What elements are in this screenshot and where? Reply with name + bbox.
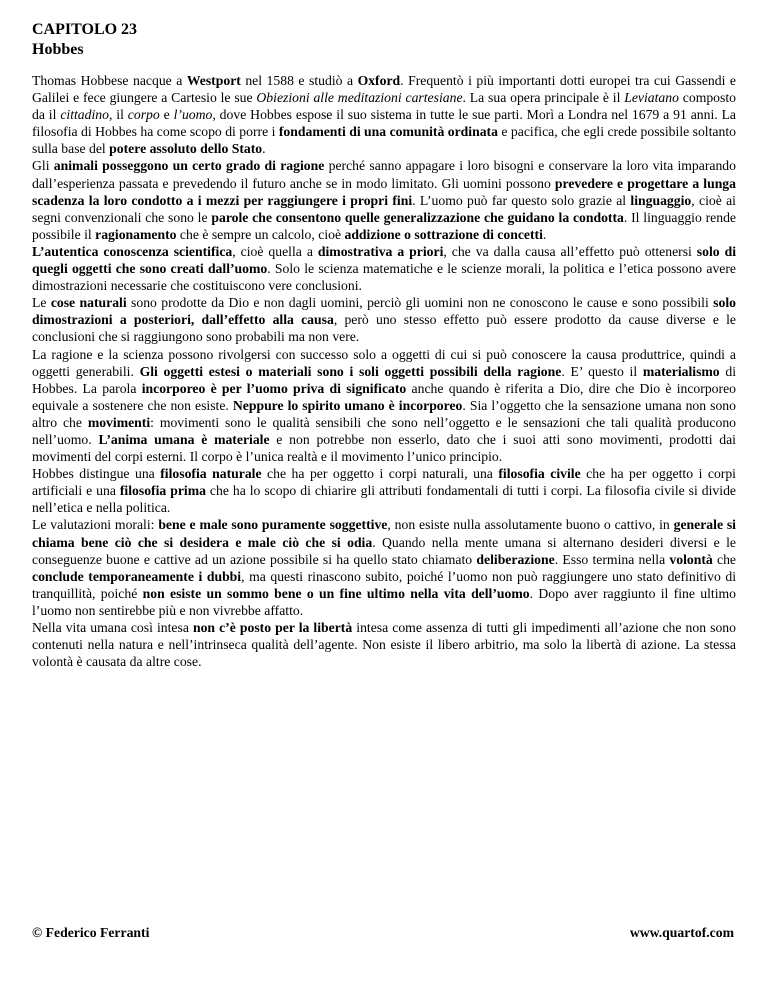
text-run: .	[542, 226, 547, 242]
bold-text: volontà	[669, 551, 713, 567]
paragraph	[32, 346, 736, 466]
text-run: composto da il	[32, 90, 737, 123]
text-run: che ha per oggetto i corpi artificiali e una	[32, 466, 736, 499]
italic-text: corpo	[127, 107, 160, 123]
italic-text: Leviatano	[624, 90, 679, 106]
paragraph	[32, 294, 736, 345]
text-run: sono prodotte da Dio e non dagli uomini, perciò gli uomini non ne conoscono le cause e sono possibili	[126, 295, 714, 311]
bold-text: incorporeo è per l’uomo priva di significato	[141, 380, 407, 396]
bold-text: cose naturali	[50, 295, 127, 311]
text-run: di Hobbes. La parola	[32, 363, 737, 396]
paragraph	[32, 619, 736, 670]
bold-text: materialismo	[642, 363, 720, 379]
bold-text: parole che consentono quelle generalizzazione che guidano la condotta	[211, 209, 624, 225]
text-run: La ragione e la scienza possono rivolgersi con successo solo a oggetti di cui si può conoscere la causa produttrice, quindi a oggetti generabili.	[32, 346, 736, 379]
paragraph	[32, 516, 736, 619]
text-run: .	[262, 141, 266, 157]
text-run: anche quando è riferita a Dio, dire che Dio è incorporeo equivale a sostenere che non esiste.	[32, 380, 737, 413]
text-run: . Sia l’oggetto che la sensazione umana non sono altro che	[32, 397, 736, 430]
text-run: , dove Hobbes espose il suo sistema in tutte le sue parti. Morì a Londra nel 1679 a 91 anni. La filosofia di Hobbes ha come scopo di porre i	[32, 107, 737, 140]
bold-text: animali posseggono un certo grado di ragione	[53, 158, 325, 174]
bold-text: solo dimostrazioni a posteriori, dall’effetto alla causa	[32, 295, 736, 328]
page-title: Hobbes	[32, 41, 84, 58]
bold-text: addizione o sottrazione di concetti	[344, 226, 543, 242]
text-run: intesa come assenza di tutti gli impedimenti all’azione che non sono contenuti nella natura e nell’intrinseca qualità dell’agente. Non esiste il libero arbitrio, ma solo la libertà di azione. La stessa volontà è causata da altre cose.	[32, 620, 736, 670]
bold-text: Oxford	[357, 73, 401, 88]
paragraph	[32, 465, 736, 516]
bold-text: non esiste un sommo bene o un fine ultimo nella vita dell’uomo	[142, 585, 530, 601]
text-run: , non esiste nulla assolutamente buono o cattivo, in	[387, 517, 674, 533]
text-run: e pacifica, che egli crede possibile soltanto sulla base del	[32, 124, 736, 157]
text-run: che è sempre un calcolo, cioè	[176, 226, 345, 242]
bold-text: L’anima umana è materiale	[98, 431, 270, 447]
bold-text: linguaggio	[630, 192, 692, 208]
text-run: . Frequentò i più importanti dotti europei tra cui Gassendi e Galilei e fece giungere a Cartesio le sue	[32, 73, 736, 106]
document-body	[32, 20, 736, 670]
bold-text: non c’è posto per la libertà	[192, 620, 353, 635]
text-run: e	[159, 107, 174, 123]
text-run: Le valutazioni morali:	[32, 517, 159, 533]
bold-text: Neppure lo spirito umano è incorporeo	[232, 397, 463, 413]
text-run: Gli	[32, 158, 54, 174]
bold-text: filosofia prima	[119, 483, 206, 499]
bold-text: prevedere e progettare a lunga scadenza la loro condotto a i mezzi per raggiungere i propri fini	[32, 175, 736, 208]
text-run: , che va dalla causa all’effetto può ottenersi	[443, 243, 697, 259]
text-run: perché sanno appagare i loro bisogni e conservare la loro vita imparando dall’esperienza passata e prevedendo il futuro anche se in modo limitato. Gli uomini possono	[32, 158, 736, 191]
footer-copyright: © Federico Ferranti	[32, 925, 150, 940]
bold-text: Gli oggetti estesi o materiali sono i soli oggetti possibili della ragione	[139, 363, 562, 379]
text-run: Le	[32, 295, 51, 311]
bold-text: ragionamento	[95, 226, 177, 242]
text-run: Thomas Hobbese nacque a	[32, 73, 187, 88]
bold-text: generale si chiama bene ciò che si desidera e male ciò che si odia	[32, 517, 736, 550]
paragraph	[32, 157, 736, 242]
text-run: nel 1588 e studiò a	[240, 73, 358, 88]
text-run: , il	[108, 107, 128, 123]
text-run: Nella vita umana così intesa	[32, 620, 193, 635]
text-run: , però uno stesso effetto può essere prodotto da cause diverse e le conclusioni che si raggiungono sono probabili ma non vere.	[32, 312, 736, 345]
text-run: che ha per oggetto i corpi naturali, una	[261, 466, 499, 482]
bold-text: filosofia civile	[498, 466, 581, 482]
bold-text: solo di quegli oggetti che sono creati dall’uomo	[32, 243, 736, 277]
bold-text: movimenti	[87, 414, 151, 430]
paragraph	[32, 243, 736, 294]
text-run: . L’uomo può far questo solo grazie al	[412, 192, 631, 208]
text-run: . Esso termina nella	[554, 551, 670, 567]
text-run: che ha lo scopo di chiarire gli attributi fondamentali di tutti i corpi. La filosofia civile si divide nell’etica e nella politica.	[32, 483, 736, 516]
text-run: . Il linguaggio rende possibile il	[32, 209, 737, 242]
paragraph	[32, 72, 736, 157]
bold-text: bene e male sono puramente soggettive	[158, 517, 388, 533]
bold-text: filosofia naturale	[160, 466, 262, 482]
text-run: . Quando nella mente umana si alternano desideri diversi e le conseguenze buone e cattive ad un azione possibile si ha quello stato chiamato	[32, 534, 736, 567]
text-run: . Solo le scienza matematiche e le scienze morali, la politica e l’etica possono avere dimostrazioni necessarie che costituiscono vere conclusioni.	[32, 261, 736, 294]
bold-text: potere assoluto dello Stato	[109, 141, 263, 157]
italic-text: Obiezioni alle meditazioni cartesiane	[256, 90, 463, 106]
bold-text: Westport	[186, 73, 241, 88]
text-run: , cioè ai segni convenzionali che sono le	[32, 192, 736, 225]
text-run: . La sua opera principale è il	[462, 90, 625, 106]
italic-text: l’uomo	[173, 107, 213, 123]
text-run: . Dopo aver raggiunto il fine ultimo l’uomo non sentirebbe più e non vivrebbe affatto.	[32, 585, 737, 618]
text-run: : movimenti sono le qualità sensibili che sono nell’oggetto e le sensazioni che tali qualità producono nell’uomo.	[32, 414, 737, 447]
bold-text: L’autentica conoscenza scientifica	[32, 243, 233, 259]
paragraphs-container	[32, 72, 736, 670]
text-run: , ma questi rinascono subito, poiché l’uomo non può raggiungere uno stato definitivo di tranquillità, poiché	[32, 568, 736, 601]
text-run: Hobbes distingue una	[32, 466, 161, 482]
italic-text: cittadino	[60, 107, 109, 123]
text-run: e non potrebbe non esserlo, dato che i suoi atti sono movimenti, prodotti dai movimenti del corpi esterni. Il corpo è l’unica realtà e il movimento l’unico principio.	[32, 431, 736, 465]
bold-text: dimostrativa a priori	[317, 243, 444, 259]
text-run: che	[712, 551, 736, 567]
text-run: , cioè quella a	[232, 243, 318, 259]
chapter-heading: CAPITOLO 23	[32, 21, 138, 38]
text-run: . E’ questo il	[561, 363, 643, 379]
footer-website: www.quartof.com	[629, 925, 734, 940]
bold-text: conclude temporaneamente i dubbi	[32, 568, 242, 584]
bold-text: fondamenti di una comunità ordinata	[278, 124, 498, 140]
bold-text: deliberazione	[476, 551, 555, 567]
